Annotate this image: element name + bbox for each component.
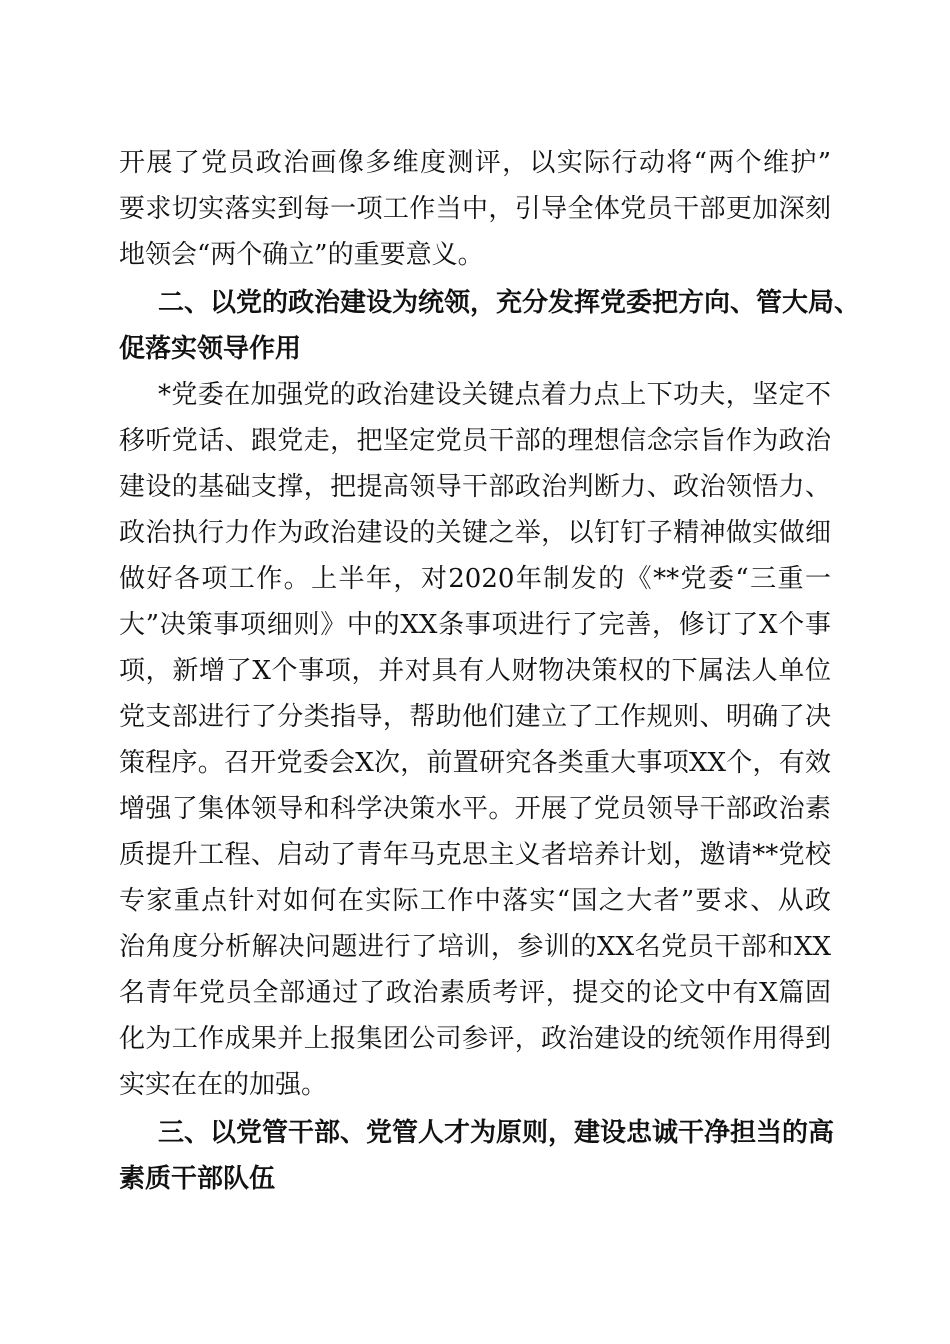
section-heading: 三、以党管干部、党管人才为原则，建设忠诚干净担当的高 [158,1118,835,1148]
paragraph-line: 做好各项工作。上半年，对2020年制发的《**党委“三重一 [119,564,831,594]
paragraph-line: 化为工作成果并上报集团公司参评，政治建设的统领作用得到 [119,1024,831,1054]
paragraph-line: 名青年党员全部通过了政治素质考评，提交的论文中有X篇固 [119,978,831,1008]
paragraph-line: 地领会“两个确立”的重要意义。 [119,240,484,270]
paragraph-line: 大”决策事项细则》中的XX条事项进行了完善，修订了X个事 [119,610,831,640]
paragraph-line: 移听党话、跟党走，把坚定党员干部的理想信念宗旨作为政治 [119,426,831,456]
paragraph-line: 党支部进行了分类指导，帮助他们建立了工作规则、明确了决 [119,702,831,732]
paragraph-line: 项，新增了X个事项，并对具有人财物决策权的下属法人单位 [119,656,831,686]
paragraph-line: 专家重点针对如何在实际工作中落实“国之大者”要求、从政 [119,886,831,916]
paragraph-line: 要求切实落实到每一项工作当中，引导全体党员干部更加深刻 [119,194,831,224]
paragraph-line: *党委在加强党的政治建设关键点着力点上下功夫，坚定不 [158,380,831,410]
section-heading: 素质干部队伍 [119,1164,276,1194]
paragraph-line: 增强了集体领导和科学决策水平。开展了党员领导干部政治素 [119,794,831,824]
paragraph-line: 策程序。召开党委会X次，前置研究各类重大事项XX个，有效 [119,748,831,778]
paragraph-line: 开展了党员政治画像多维度测评，以实际行动将“两个维护” [119,148,831,178]
paragraph-line: 质提升工程、启动了青年马克思主义者培养计划，邀请**党校 [119,840,831,870]
section-heading: 二、以党的政治建设为统领，充分发挥党委把方向、管大局、 [158,288,861,318]
paragraph-line: 政治执行力作为政治建设的关键之举，以钉钉子精神做实做细 [119,518,831,548]
paragraph-line: 治角度分析解决问题进行了培训，参训的XX名党员干部和XX [119,932,831,962]
paragraph-line: 实实在在的加强。 [119,1070,328,1100]
paragraph-line: 建设的基础支撑，把提高领导干部政治判断力、政治领悟力、 [119,472,831,502]
section-heading: 促落实领导作用 [119,334,302,364]
